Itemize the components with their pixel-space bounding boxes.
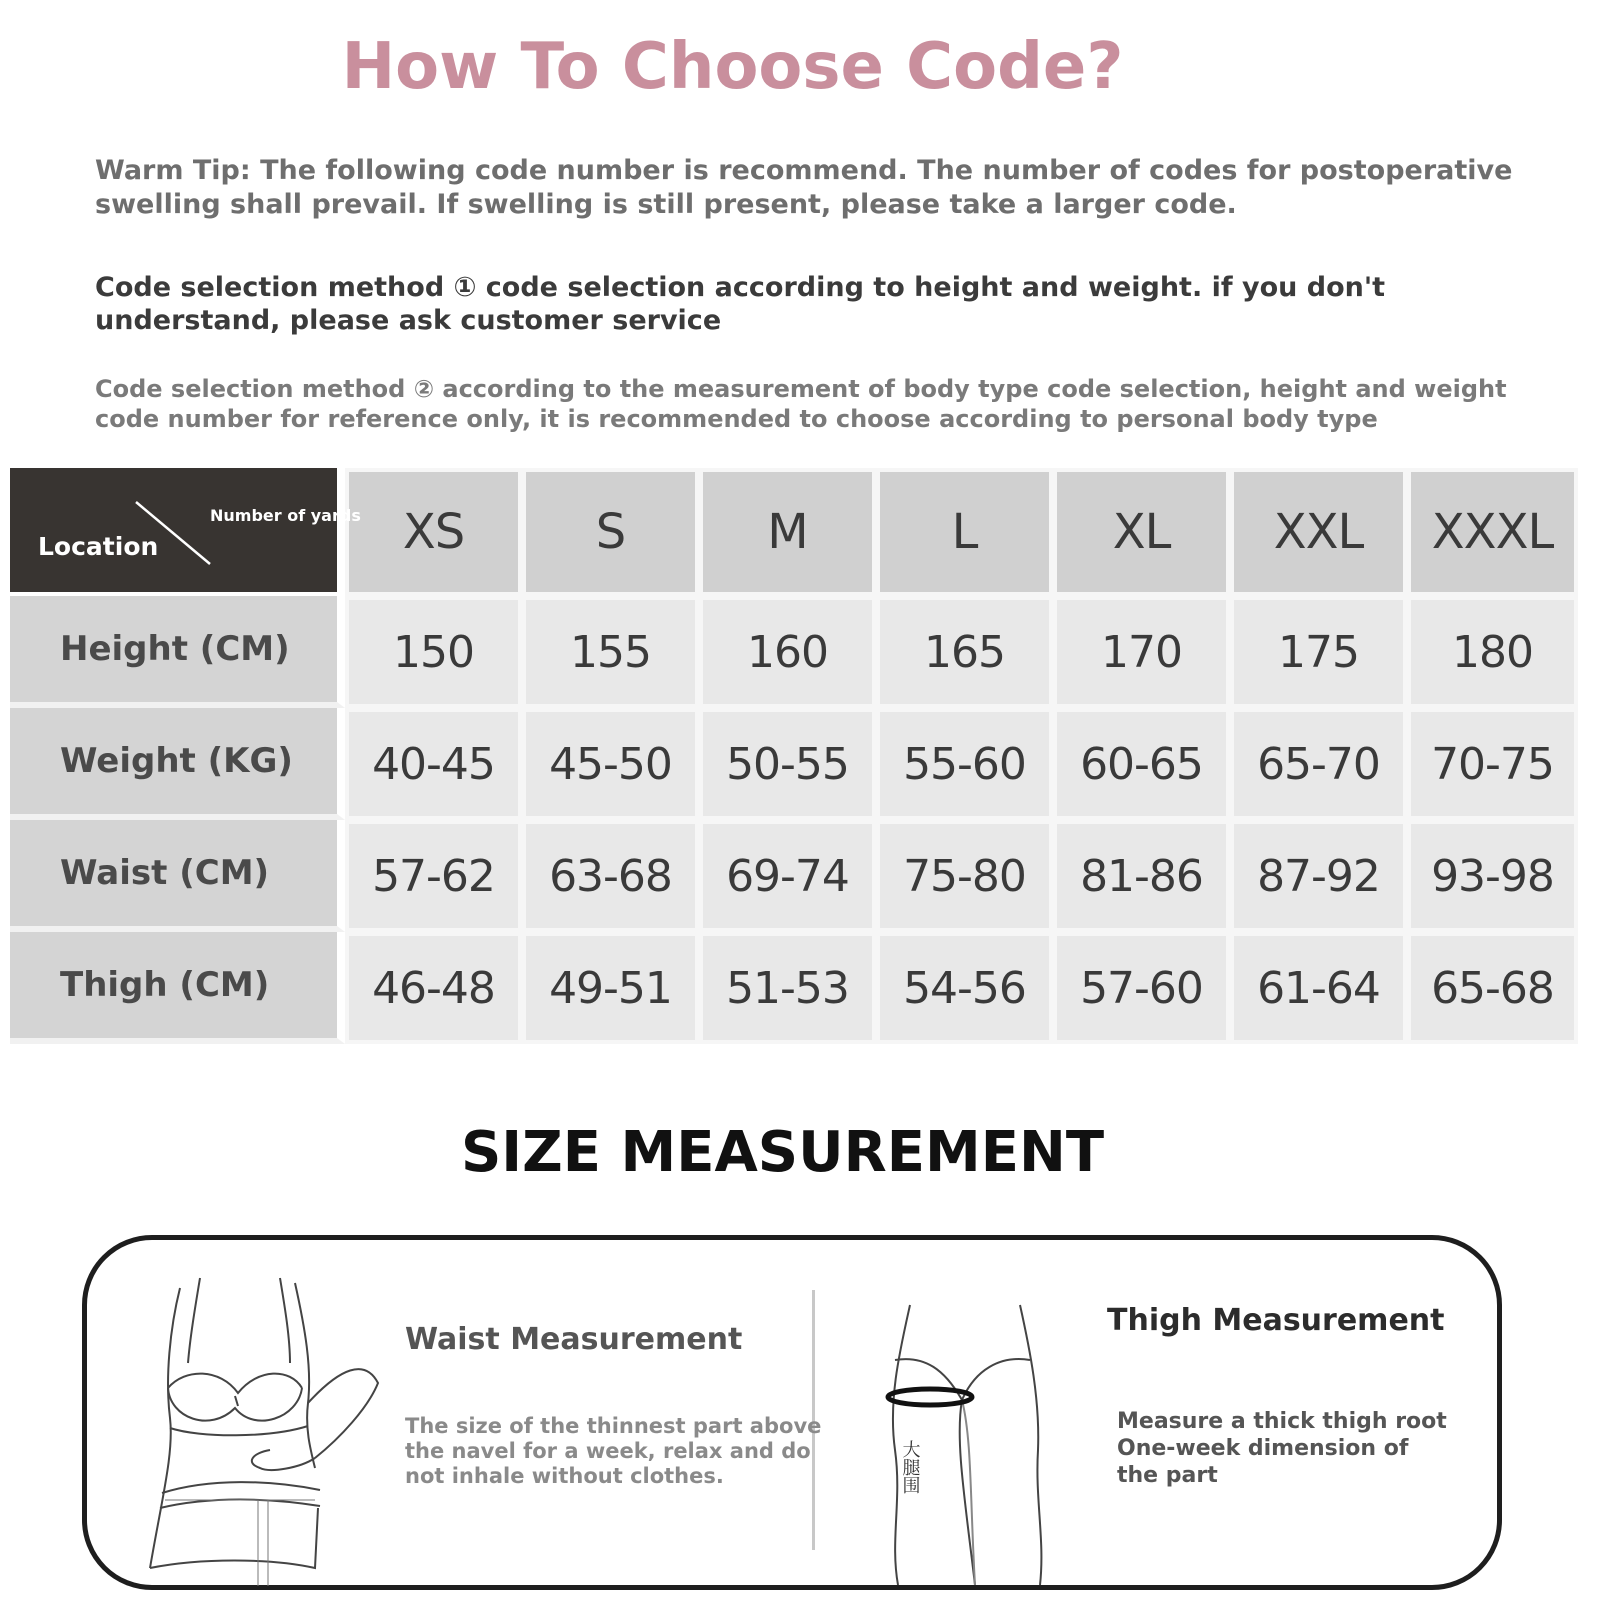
table-cell: 61-64 — [1230, 932, 1407, 1044]
table-cell: 170 — [1053, 596, 1230, 708]
table-cell: 165 — [876, 596, 1053, 708]
row-label-height: Height (CM) — [10, 596, 345, 708]
thigh-figure-icon — [880, 1300, 1070, 1590]
table-cell: 63-68 — [522, 820, 699, 932]
table-cell: 49-51 — [522, 932, 699, 1044]
size-table — [10, 468, 1590, 1048]
table-cell: 60-65 — [1053, 708, 1230, 820]
row-label-weight: Weight (KG) — [10, 708, 345, 820]
size-header-m: M — [699, 468, 876, 596]
size-measurement-title: SIZE MEASUREMENT — [460, 1120, 1105, 1185]
table-cell: 70-75 — [1407, 708, 1578, 820]
corner-diagonal-line — [10, 468, 337, 592]
table-cell: 50-55 — [699, 708, 876, 820]
size-header-s: S — [522, 468, 699, 596]
method-1-text: Code selection method ① code selection according to height and weight. if you don't understand, please ask customer service — [95, 272, 1386, 336]
thigh-figure-label: 大腿围 — [899, 1440, 921, 1494]
thigh-measurement-title: Thigh Measurement — [1107, 1303, 1445, 1338]
page-title: How To Choose Code? — [341, 30, 1124, 104]
table-cell: 160 — [699, 596, 876, 708]
table-cell: 54-56 — [876, 932, 1053, 1044]
size-header-xxl: XXL — [1230, 468, 1407, 596]
table-cell: 45-50 — [522, 708, 699, 820]
table-cell: 55-60 — [876, 708, 1053, 820]
table-corner-cell — [10, 468, 361, 596]
size-header-xs: XS — [345, 468, 522, 596]
table-cell: 57-62 — [345, 820, 522, 932]
corner-row-label: Location — [38, 532, 159, 561]
table-cell: 65-70 — [1230, 708, 1407, 820]
table-cell: 40-45 — [345, 708, 522, 820]
corner-col-label: Number of yards — [210, 506, 361, 525]
table-cell: 51-53 — [699, 932, 876, 1044]
table-cell: 75-80 — [876, 820, 1053, 932]
row-label-waist: Waist (CM) — [10, 820, 345, 932]
waist-measurement-description: The size of the thinnest part above the navel for a week, relax and do not inhale without clothes. — [405, 1414, 822, 1488]
table-cell: 87-92 — [1230, 820, 1407, 932]
size-header-xxxl: XXXL — [1407, 468, 1578, 596]
table-cell: 155 — [522, 596, 699, 708]
table-cell: 175 — [1230, 596, 1407, 708]
table-cell: 81-86 — [1053, 820, 1230, 932]
table-cell: 65-68 — [1407, 932, 1578, 1044]
waist-measurement-title: Waist Measurement — [405, 1322, 743, 1357]
waist-figure-icon — [140, 1268, 390, 1588]
table-cell: 69-74 — [699, 820, 876, 932]
warm-tip-text: Warm Tip: The following code number is recommend. The number of codes for postoperative swelling shall prevail. If swelling is still present, please take a larger code. — [95, 155, 1513, 220]
table-cell: 93-98 — [1407, 820, 1578, 932]
table-cell: 180 — [1407, 596, 1578, 708]
table-cell: 46-48 — [345, 932, 522, 1044]
table-cell: 57-60 — [1053, 932, 1230, 1044]
size-header-xl: XL — [1053, 468, 1230, 596]
row-label-thigh: Thigh (CM) — [10, 932, 345, 1044]
method-2-text: Code selection method ② according to the measurement of body type code selection, height and weight code number for reference only, it is recommended to choose according to personal body type — [95, 375, 1507, 433]
size-header-l: L — [876, 468, 1053, 596]
thigh-measurement-description: Measure a thick thigh root One-week dimension of the part — [1117, 1409, 1447, 1488]
table-cell: 150 — [345, 596, 522, 708]
